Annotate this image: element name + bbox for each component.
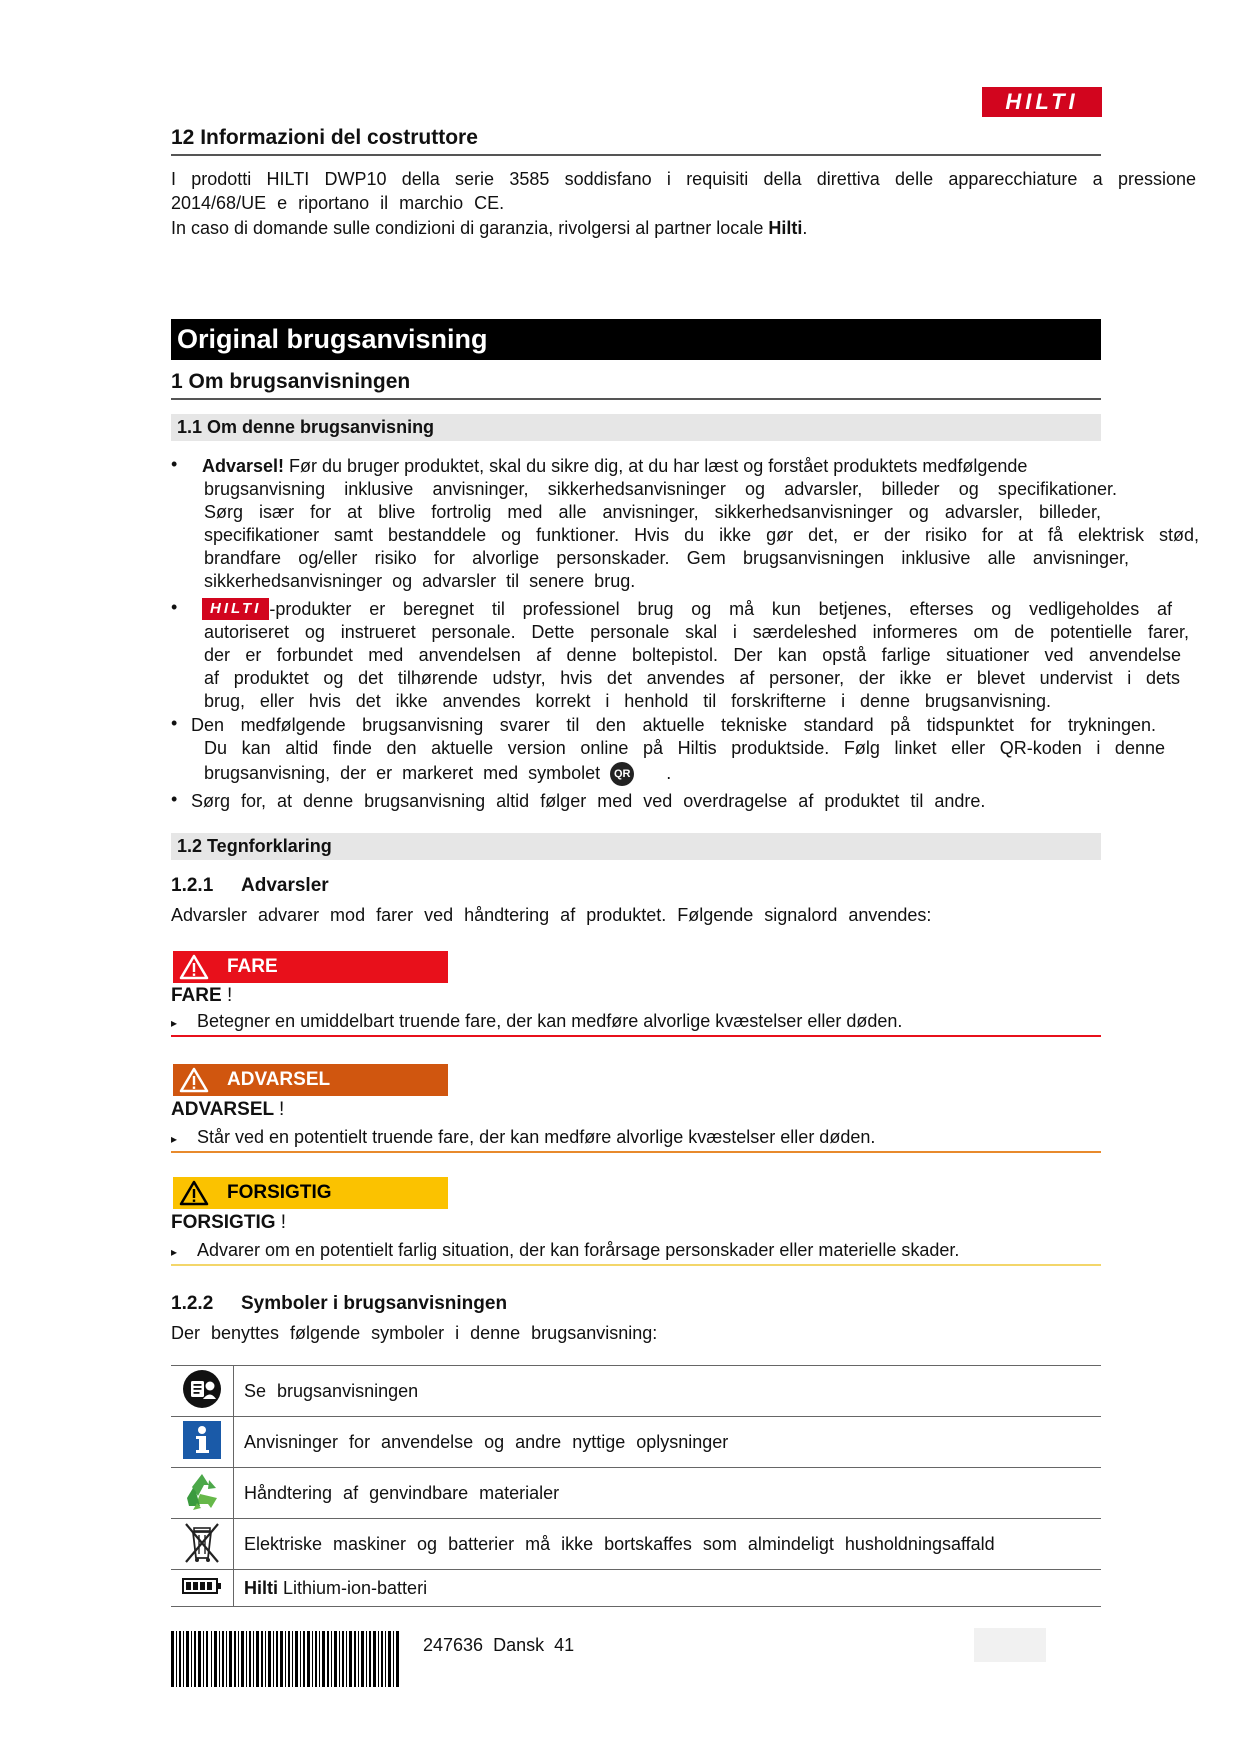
subsection-1-2-2-title <box>171 1293 507 1315</box>
bullet-1-line1 <box>202 454 1102 478</box>
hilti-logo <box>982 87 1102 117</box>
section-12-p2-text: In caso di domande sulle condizioni di garanzia, rivolgersi al partner locale <box>171 218 769 238</box>
signal-banner-forsigtig <box>173 1177 448 1209</box>
warning-triangle-icon <box>179 954 209 980</box>
symbol-text: Elektriske maskiner og batterier må ikke bortskaffes som almindeligt husholdningsaffald <box>234 1519 1102 1570</box>
symbol-text-bold: Hilti <box>244 1577 278 1598</box>
signal-desc-advarsel <box>171 1127 875 1148</box>
barcode <box>171 1631 399 1687</box>
footer-language: Dansk <box>493 1635 545 1655</box>
bullet-3-line2: Du kan altid finde den aktuelle version online på Hiltis produktside. Følg linket eller QR-koden i denne <box>204 738 1165 758</box>
signal-desc-fare-text: Betegner en umiddelbart truende fare, der kan medføre alvorlige kvæstelser eller døden. <box>197 1011 903 1031</box>
subsection-1-2-1-intro: Advarsler advarer mod farer ved håndtering af produktet. Følgende signalord anvendes: <box>171 905 932 925</box>
bullet-2-line3: der er forbundet med anvendelsen af denne boltepistol. Der kan opstå farlige situationer ved anvendelse <box>204 645 1181 665</box>
chapter-1-title: 1 Om brugsanvisningen <box>171 370 411 393</box>
bullet-1-text: Før du bruger produktet, skal du sikre dig, at du har læst og forstået produktets medfølgende <box>284 456 1028 476</box>
signal-label-forsigtig <box>171 1212 286 1234</box>
signal-desc-advarsel-text: Står ved en potentielt truende fare, der kan medføre alvorlige kvæstelser eller døden. <box>197 1127 876 1147</box>
bullet-2-line2: autoriseret og instrueret personale. Dette personale skal i særdeleshed informeres om de potentielle farer, <box>204 622 1189 642</box>
arrow-icon: ▸ <box>171 1132 178 1146</box>
bullet-3-text: brugsanvisning, der er markeret med symbolet <box>204 763 601 783</box>
signal-rule-forsigtig <box>171 1264 1101 1266</box>
signal-desc-forsigtig <box>171 1240 959 1261</box>
section-12-p2-end: . <box>802 218 808 238</box>
table-row <box>171 1468 1101 1519</box>
bullet-4-line1: Sørg for, at denne brugsanvisning altid følger med ved overdragelse af produktet til andre. <box>191 791 986 811</box>
bullet-2-dot: • <box>171 597 178 617</box>
signal-banner-fare-text: FARE <box>227 956 278 977</box>
symbol-text: Håndtering af genvindbare materialer <box>234 1468 1102 1519</box>
signal-banner-advarsel <box>173 1064 448 1096</box>
qr-code-icon: QR <box>610 762 634 786</box>
battery-icon <box>171 1570 234 1607</box>
table-row <box>171 1519 1101 1570</box>
section-12-title: 12 Informazioni del costruttore <box>171 126 478 149</box>
symbol-text: Anvisninger for anvendelse og andre nyttige oplysninger <box>234 1417 1102 1468</box>
inline-hilti-logo: HILTI <box>202 598 269 620</box>
section-1-1-title: 1.1 Om denne brugsanvisning <box>171 414 1101 441</box>
bullet-2-line1 <box>202 597 1172 621</box>
subsection-1-2-1-title <box>171 875 329 897</box>
warning-triangle-icon <box>179 1180 209 1206</box>
section-12-p2-bold: Hilti <box>768 218 803 238</box>
signal-label-advarsel-text: ADVARSEL <box>171 1099 274 1120</box>
subsection-1-2-1-number: 1.2.1 <box>171 875 214 896</box>
recycle-icon <box>171 1468 234 1519</box>
subsection-1-2-1-label: Advarsler <box>241 875 329 896</box>
signal-desc-fare <box>171 1011 902 1032</box>
signal-banner-forsigtig-text: FORSIGTIG <box>227 1182 332 1203</box>
signal-desc-forsigtig-text: Advarer om en potentielt farlig situation, der kan forårsage personskader eller materielle skader. <box>197 1240 960 1260</box>
subsection-1-2-2-number: 1.2.2 <box>171 1293 214 1314</box>
bullet-3-end: . <box>666 763 672 783</box>
bullet-2-text: -produkter er beregnet til professionel brug og må kun betjenes, efterses og vedligeholdes af <box>269 599 1172 619</box>
signal-label-fare-mark: ! <box>226 985 233 1006</box>
signal-label-advarsel-mark: ! <box>279 1099 285 1120</box>
main-title: Original brugsanvisning <box>171 319 1101 360</box>
footer-doc-number: 247636 <box>423 1635 484 1655</box>
bullet-1-dot: • <box>171 454 178 474</box>
symbol-text: Se brugsanvisningen <box>234 1366 1102 1417</box>
section-1-2-title: 1.2 Tegnforklaring <box>171 833 1101 860</box>
bullet-1-bold: Advarsel! <box>202 456 285 476</box>
signal-banner-advarsel-text: ADVARSEL <box>227 1069 331 1090</box>
table-row <box>171 1417 1101 1468</box>
manual-icon <box>171 1366 234 1417</box>
signal-label-fare <box>171 985 232 1007</box>
symbols-table <box>171 1365 1101 1607</box>
footer-text <box>423 1635 574 1656</box>
signal-label-forsigtig-mark: ! <box>280 1212 287 1233</box>
bullet-1-line3: Sørg især for at blive fortrolig med alle anvisninger, sikkerhedsanvisninger og advarsler, billeder, <box>204 502 1101 522</box>
chapter-1-rule <box>171 398 1101 400</box>
bullet-4-dot: • <box>171 789 178 809</box>
bullet-1-line2: brugsanvisning inklusive anvisninger, sikkerhedsanvisninger og advarsler, billeder og specifikationer. <box>204 479 1117 499</box>
section-12-p1-line1: I prodotti HILTI DWP10 della serie 3585 soddisfano i requisiti della direttiva delle apparecchiature a pressione <box>171 169 1196 189</box>
bullet-1-line6: sikkerhedsanvisninger og advarsler til senere brug. <box>204 571 636 591</box>
crossed-bin-icon <box>171 1519 234 1570</box>
footer-page-number: 41 <box>554 1635 575 1655</box>
subsection-1-2-2-label: Symboler i brugsanvisningen <box>241 1293 508 1314</box>
logo-text: HILTI <box>1005 89 1079 114</box>
info-icon <box>171 1417 234 1468</box>
bullet-3-line3 <box>204 761 671 786</box>
arrow-icon: ▸ <box>171 1245 178 1259</box>
arrow-icon: ▸ <box>171 1016 178 1030</box>
blank-mark <box>974 1628 1046 1662</box>
section-12-rule <box>171 154 1101 156</box>
section-12-p1-line2: 2014/68/UE e riportano il marchio CE. <box>171 193 505 213</box>
table-row <box>171 1570 1101 1607</box>
symbol-text-rest: Lithium-ion-batteri <box>278 1577 428 1598</box>
bullet-1-line5: brandfare og/eller risiko for alvorlige personskader. Gem brugsanvisningen inklusive alle anvisninger, <box>204 548 1129 568</box>
signal-banner-fare <box>173 951 448 983</box>
bullet-2-line4: af produktet og det tilhørende udstyr, hvis det anvendes af personer, der ikke er blevet undervist i dets <box>204 668 1180 688</box>
bullet-3-dot: • <box>171 713 178 733</box>
signal-label-fare-text: FARE <box>171 985 222 1006</box>
bullet-2-line5: brug, eller hvis det ikke anvendes korrekt i henhold til forskrifterne i denne brugsanvisning. <box>204 691 1051 711</box>
bullet-3-line1: Den medfølgende brugsanvisning svarer til den aktuelle tekniske standard på tidspunktet for trykningen. <box>191 715 1156 735</box>
table-row <box>171 1366 1101 1417</box>
signal-label-advarsel <box>171 1099 284 1121</box>
signal-rule-fare <box>171 1035 1101 1037</box>
section-12-p2 <box>171 216 807 240</box>
bullet-1-line4: specifikationer samt bestanddele og funktioner. Hvis du ikke gør det, er der risiko for at få elektrisk stød, <box>204 525 1199 545</box>
warning-triangle-icon <box>179 1067 209 1093</box>
signal-label-forsigtig-text: FORSIGTIG <box>171 1212 276 1233</box>
symbol-text <box>234 1570 1102 1607</box>
signal-rule-advarsel <box>171 1151 1101 1153</box>
subsection-1-2-2-intro: Der benyttes følgende symboler i denne brugsanvisning: <box>171 1323 658 1343</box>
